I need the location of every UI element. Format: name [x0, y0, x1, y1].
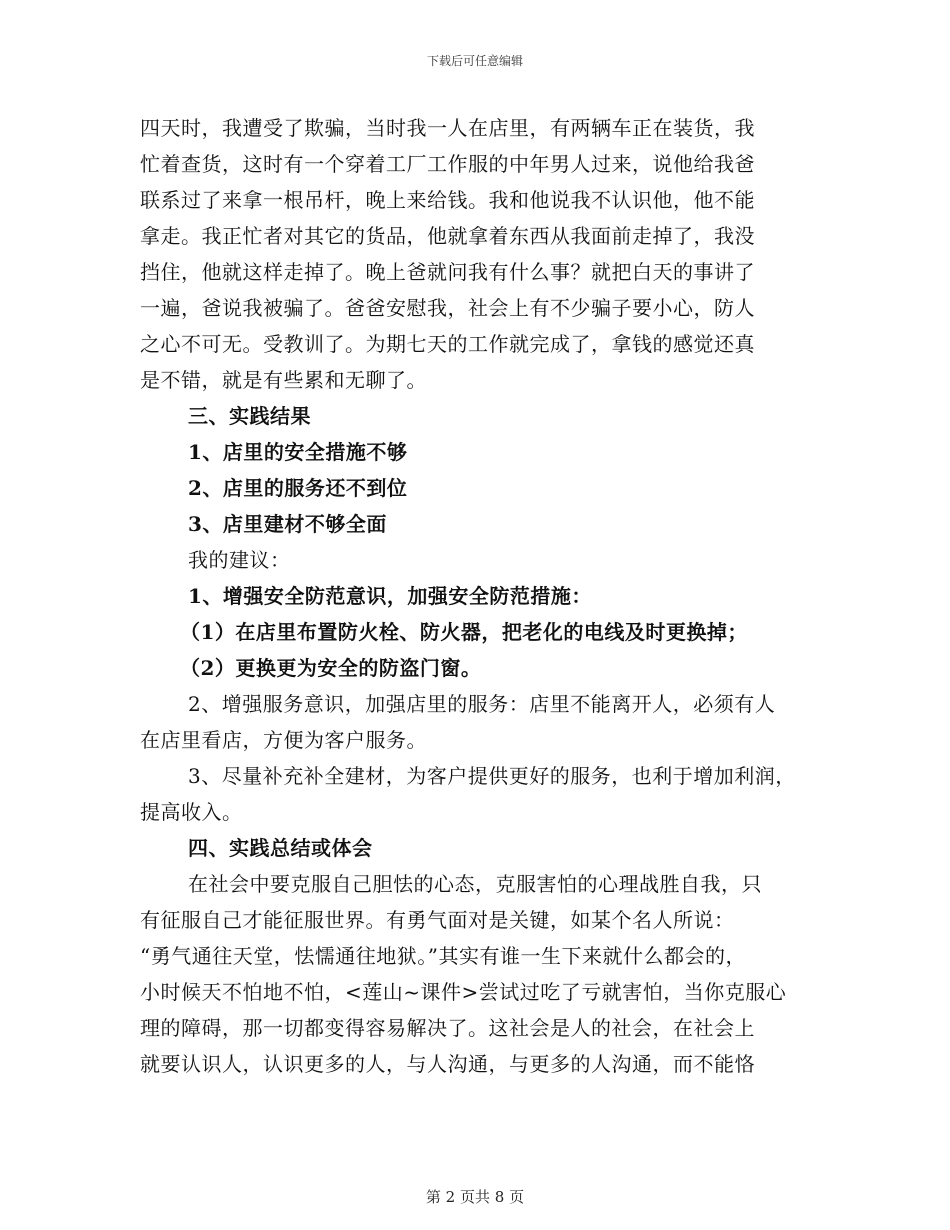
- suggestion-subitem: （1）在店里布置防火栓、防火器，把老化的电线及时更换掉；: [180, 620, 748, 644]
- result-item: 2、店里的服务还不到位: [188, 476, 408, 500]
- paragraph-line: 一遍，爸说我被骗了。爸爸安慰我，社会上有不少骗子要小心，防人: [140, 296, 755, 320]
- paragraph-line: 联系过了来拿一根吊杆，晚上来给钱。我和他说我不认识他，他不能: [140, 188, 755, 212]
- paragraph-line: 理的障碍，那一切都变得容易解决了。这社会是人的社会，在社会上: [140, 1016, 755, 1040]
- suggestion-label: 我的建议：: [188, 548, 291, 572]
- document-body: [140, 110, 810, 1082]
- section-heading: 四、实践总结或体会: [188, 836, 373, 860]
- suggestion-subitem: （2）更换更为安全的防盗门窗。: [180, 656, 482, 680]
- paragraph-line: 就要认识人，认识更多的人，与人沟通，与更多的人沟通，而不能恪: [140, 1052, 755, 1076]
- paragraph-line: 3、尽量补充补全建材，为客户提供更好的服务，也利于增加利润，: [188, 764, 796, 788]
- result-item: 1、店里的安全措施不够: [188, 440, 408, 464]
- paragraph-line: 小时候天不怕地不怕，<莲山~课件>尝试过吃了亏就害怕，当你克服心: [140, 980, 787, 1004]
- page-header: 下载后可任意编辑: [426, 54, 523, 68]
- result-item: 3、店里建材不够全面: [188, 512, 387, 536]
- paragraph-line: 是不错，就是有些累和无聊了。: [140, 368, 427, 392]
- paragraph-line: 拿走。我正忙者对其它的货品，他就拿着东西从我面前走掉了，我没: [140, 224, 755, 248]
- paragraph-line: 在社会中要克服自己胆怯的心态，克服害怕的心理战胜自我，只: [188, 872, 762, 896]
- paragraph-line: 2、增强服务意识，加强店里的服务：店里不能离开人，必须有人: [188, 692, 776, 716]
- paragraph-line: 提高收入。: [140, 800, 243, 824]
- paragraph-line: 挡住，他就这样走掉了。晚上爸就问我有什么事？就把白天的事讲了: [140, 260, 755, 284]
- page-number: 第 2 页共 8 页: [425, 1188, 525, 1206]
- paragraph-line: 有征服自己才能征服世界。有勇气面对是关键，如某个名人所说：: [140, 908, 735, 932]
- paragraph-line: 之心不可无。受教训了。为期七天的工作就完成了，拿钱的感觉还真: [140, 332, 755, 356]
- suggestion-item: 1、增强安全防范意识，加强安全防范措施：: [188, 584, 592, 608]
- section-heading: 三、实践结果: [188, 404, 311, 428]
- paragraph-line: “勇气通往天堂，怯懦通往地狱。”其实有谁一生下来就什么都会的，: [140, 944, 746, 968]
- paragraph-line: 忙着查货，这时有一个穿着工厂工作服的中年男人过来，说他给我爸: [140, 152, 755, 176]
- paragraph-line: 在店里看店，方便为客户服务。: [140, 728, 427, 752]
- paragraph-line: 四天时，我遭受了欺骗，当时我一人在店里，有两辆车正在装货，我: [140, 116, 755, 140]
